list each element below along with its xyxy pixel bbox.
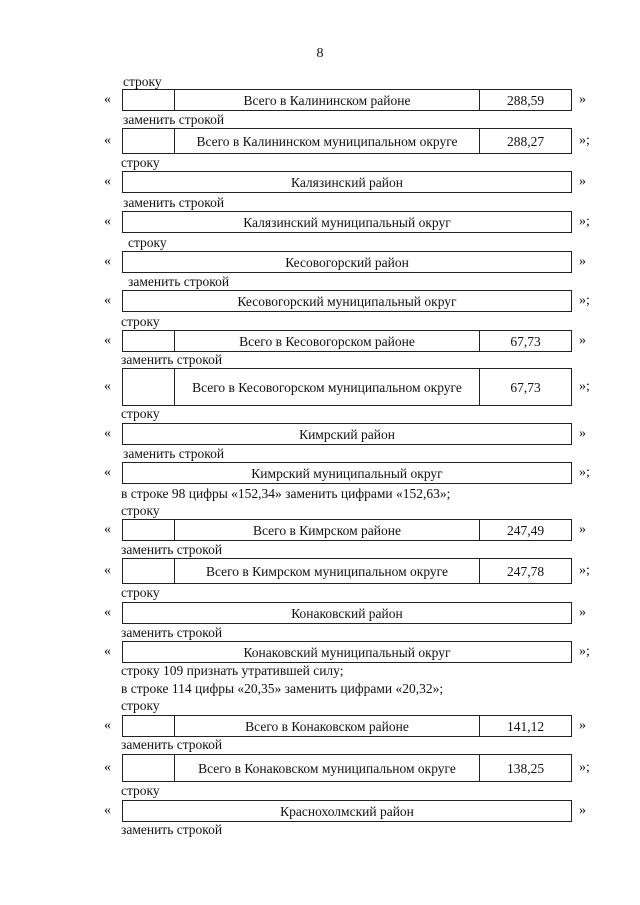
closing-quote: » [579,92,586,107]
row-value-cell: 288,27 [479,129,571,153]
opening-quote: « [104,644,111,659]
table-row [122,251,572,273]
instruction-text: строку [121,698,160,713]
row-value-cell: 247,78 [479,559,571,583]
opening-quote: « [104,803,111,818]
table-row [122,368,572,406]
opening-quote: « [104,563,111,578]
opening-quote: « [104,92,111,107]
row-name-cell: Всего в Конаковском районе [245,718,409,734]
instruction-text: заменить строкой [128,274,230,289]
closing-quote: » [579,174,586,189]
row-number-cell [123,90,175,110]
closing-quote: » [579,254,586,269]
row-number-cell [123,716,175,736]
instruction-text: заменить строкой [123,195,225,210]
table-row [122,754,572,782]
row-name-cell: Конаковский район [291,605,403,621]
table-row [122,290,572,312]
opening-quote: « [104,605,111,620]
row-name-cell: Калязинский муниципальный округ [243,214,451,230]
table-row [122,800,572,822]
instruction-text: строку [128,235,167,250]
row-value-cell: 67,73 [479,331,571,351]
table-row [122,211,572,233]
instruction-text: заменить строкой [123,446,225,461]
instruction-text: строку [121,155,160,170]
opening-quote: « [104,522,111,537]
instruction-text: строку [121,503,160,518]
instruction-text: заменить строкой [123,112,225,127]
row-value-cell: 67,73 [479,369,571,405]
opening-quote: « [104,333,111,348]
closing-quote: »; [579,293,590,308]
row-name-cell: Всего в Калининском муниципальном округе [196,133,458,149]
row-name-cell: Краснохолмский район [280,803,414,819]
row-value-cell: 138,25 [479,755,571,781]
row-name-cell: Всего в Кимрском районе [253,522,401,538]
table-row [122,519,572,541]
table-row [122,330,572,352]
row-name-cell: Кимрский район [299,426,395,442]
row-name-cell: Конаковский муниципальный округ [243,644,451,660]
table-row [122,423,572,445]
instruction-text: строку [123,74,162,89]
opening-quote: « [104,254,111,269]
instruction-text: заменить строкой [121,625,223,640]
opening-quote: « [104,718,111,733]
instruction-text: строку [121,406,160,421]
instruction-text: строку [121,314,160,329]
row-number-cell [123,129,175,153]
closing-quote: » [579,522,586,537]
closing-quote: »; [579,379,590,394]
row-name-cell: Кимрский муниципальный округ [251,465,443,481]
row-value-cell: 288,59 [479,90,571,110]
opening-quote: « [104,293,111,308]
instruction-text: строку 109 признать утратившей силу; [121,663,344,678]
closing-quote: » [579,718,586,733]
row-name-cell: Кесовогорский район [285,254,409,270]
closing-quote: » [579,803,586,818]
instruction-text: заменить строкой [121,352,223,367]
table-row [122,462,572,484]
row-number-cell [123,520,175,540]
closing-quote: » [579,426,586,441]
closing-quote: »; [579,760,590,775]
instruction-text: в строке 98 цифры «152,34» заменить цифрами «152,63»; [121,486,451,501]
closing-quote: »; [579,563,590,578]
page-number: 8 [316,46,324,61]
row-value-cell: 141,12 [479,716,571,736]
opening-quote: « [104,214,111,229]
closing-quote: »; [579,644,590,659]
instruction-text: заменить строкой [121,822,223,837]
opening-quote: « [104,133,111,148]
table-row [122,171,572,193]
table-row [122,602,572,624]
row-value-cell: 247,49 [479,520,571,540]
row-name-cell: Всего в Калининском районе [243,92,411,108]
row-name-cell: Кесовогорский муниципальный округ [237,293,457,309]
table-row [122,641,572,663]
opening-quote: « [104,379,111,394]
row-name-cell: Всего в Кесовогорском муниципальном округе [192,379,462,395]
closing-quote: »; [579,133,590,148]
instruction-text: в строке 114 цифры «20,35» заменить цифрами «20,32»; [121,681,444,696]
opening-quote: « [104,426,111,441]
closing-quote: » [579,333,586,348]
row-number-cell [123,369,175,405]
row-number-cell [123,331,175,351]
row-name-cell: Всего в Конаковском муниципальном округе [198,760,456,776]
closing-quote: »; [579,214,590,229]
opening-quote: « [104,174,111,189]
instruction-text: заменить строкой [121,737,223,752]
table-row [122,89,572,111]
closing-quote: » [579,605,586,620]
closing-quote: »; [579,465,590,480]
instruction-text: строку [121,783,160,798]
row-number-cell [123,755,175,781]
row-name-cell: Всего в Кимрском муниципальном округе [205,563,449,579]
table-row [122,128,572,154]
table-row [122,558,572,584]
instruction-text: заменить строкой [121,542,223,557]
row-number-cell [123,559,175,583]
opening-quote: « [104,465,111,480]
row-name-cell: Калязинский район [291,174,403,190]
instruction-text: строку [121,585,160,600]
table-row [122,715,572,737]
row-name-cell: Всего в Кесовогорском районе [239,333,415,349]
opening-quote: « [104,760,111,775]
